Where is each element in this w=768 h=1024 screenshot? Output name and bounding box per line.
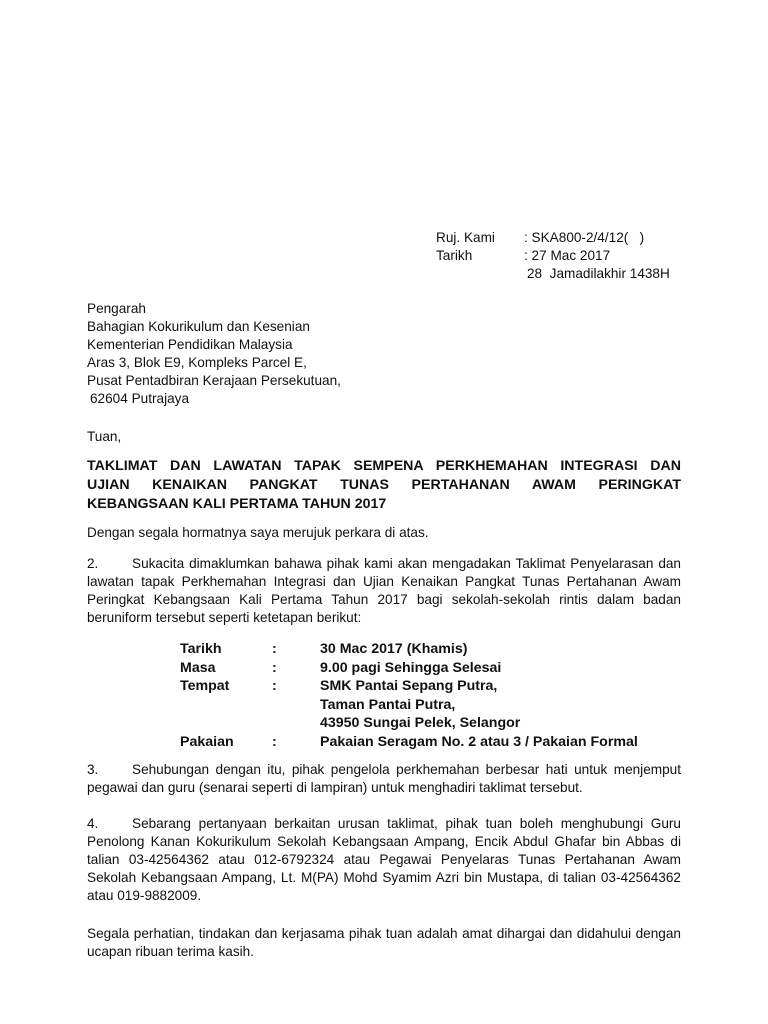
detail-colon: : bbox=[272, 678, 277, 694]
ruj-label: Ruj. Kami bbox=[436, 230, 495, 245]
subject-line: TAKLIMAT DAN LAWATAN TAPAK SEMPENA PERKHEMAHAN INTEGRASI DAN bbox=[87, 458, 681, 474]
subject-heading bbox=[87, 457, 681, 514]
ruj-value: : SKA800-2/4/12( ) bbox=[524, 230, 645, 245]
detail-label: Pakaian bbox=[180, 733, 234, 750]
paragraph-line: ucapan ribuan terima kasih. bbox=[87, 944, 254, 959]
paragraph-text: Sebarang pertanyaan berkaitan urusan taklimat, pihak tuan boleh menghubungi Guru bbox=[132, 816, 681, 831]
paragraph-line bbox=[87, 761, 681, 779]
detail-row-tarikh bbox=[180, 640, 638, 659]
detail-value: Pakaian Seragam No. 2 atau 3 / Pakaian Formal bbox=[320, 733, 638, 750]
detail-row-tempat bbox=[180, 677, 638, 733]
paragraph-3 bbox=[87, 761, 681, 797]
paragraph-text: Sukacita dimaklumkan bahawa pihak kami akan mengadakan Taklimat Penyelarasan dan bbox=[132, 556, 681, 571]
subject-line: KEBANGSAAN KALI PERTAMA TAHUN 2017 bbox=[87, 496, 387, 512]
address-line: 62604 Putrajaya bbox=[90, 391, 190, 406]
recipient-address bbox=[87, 300, 341, 408]
paragraph-5 bbox=[87, 925, 681, 961]
paragraph-line: Dengan segala hormatnya saya merujuk perkara di atas. bbox=[87, 525, 429, 540]
address-line: Aras 3, Blok E9, Kompleks Parcel E, bbox=[87, 355, 307, 370]
detail-colon: : bbox=[272, 659, 277, 676]
detail-value: 30 Mac 2017 (Khamis) bbox=[320, 641, 468, 657]
paragraph-text: Sehubungan dengan itu, pihak pengelola perkhemahan berbesar hati untuk menjemput bbox=[132, 762, 681, 777]
paragraph-2 bbox=[87, 555, 681, 627]
hijri-date: 28 Jamadilakhir 1438H bbox=[527, 266, 670, 281]
detail-colon: : bbox=[272, 733, 277, 750]
detail-value bbox=[320, 677, 520, 733]
address-line: Bahagian Kokurikulum dan Kesenian bbox=[87, 319, 310, 334]
paragraph-line: Segala perhatian, tindakan dan kerjasama pihak tuan adalah amat dihargai dan didahului dengan bbox=[87, 926, 681, 941]
tarikh-label: Tarikh bbox=[436, 248, 473, 263]
paragraph-line bbox=[87, 815, 681, 833]
paragraph-line: Penolong Kanan Kokurikulum Sekolah Kebangsaan Ampang, Encik Abdul Ghafar bin Abbas di bbox=[87, 834, 681, 849]
venue-line: SMK Pantai Sepang Putra, bbox=[320, 678, 498, 694]
detail-row-masa bbox=[180, 659, 638, 678]
paragraph-line bbox=[87, 555, 681, 573]
paragraph-line: pegawai dan guru (senarai seperti di lampiran) untuk menghadiri taklimat tersebut. bbox=[87, 780, 583, 795]
paragraph-line: beruniform tersebut seperti ketetapan berikut: bbox=[87, 610, 362, 625]
paragraph-1 bbox=[87, 524, 681, 542]
event-details bbox=[180, 640, 638, 751]
paragraph-number: 4. bbox=[87, 816, 99, 831]
salutation: Tuan, bbox=[87, 429, 122, 444]
tarikh-value: : 27 Mac 2017 bbox=[524, 248, 611, 263]
paragraph-line: lawatan tapak Perkhemahan Integrasi dan Ujian Kenaikan Pangkat Tunas Pertahanan Awam bbox=[87, 574, 681, 589]
paragraph-line: atau 019-9882009. bbox=[87, 888, 202, 903]
detail-label: Masa bbox=[180, 659, 216, 676]
address-line: Pengarah bbox=[87, 301, 146, 316]
detail-label: Tempat bbox=[180, 678, 230, 694]
detail-label: Tarikh bbox=[180, 641, 222, 657]
detail-colon: : bbox=[272, 641, 277, 657]
paragraph-number: 3. bbox=[87, 762, 99, 777]
paragraph-number: 2. bbox=[87, 556, 99, 571]
address-line: Kementerian Pendidikan Malaysia bbox=[87, 337, 293, 352]
paragraph-line: Sekolah Kebangsaan Ampang, Lt. M(PA) Mohd Syamim Azri bin Mustapa, di talian 03-42564362 bbox=[87, 870, 681, 885]
paragraph-line: talian 03-42564362 atau 012-6792324 atau Pegawai Penyelaras Tunas Pertahanan Awam bbox=[87, 852, 681, 867]
paragraph-line: Peringkat Kebangsaan Kali Pertama Tahun 2017 bagi sekolah-sekolah rintis dalam badan bbox=[87, 592, 681, 607]
detail-value: 9.00 pagi Sehingga Selesai bbox=[320, 659, 502, 676]
detail-row-pakaian bbox=[180, 733, 638, 752]
reference-block bbox=[436, 229, 670, 283]
venue-line: 43950 Sungai Pelek, Selangor bbox=[320, 715, 521, 731]
paragraph-4 bbox=[87, 815, 681, 905]
subject-line: UJIAN KENAIKAN PANGKAT TUNAS PERTAHANAN AWAM PERINGKAT bbox=[87, 477, 681, 493]
venue-line: Taman Pantai Putra, bbox=[320, 696, 456, 713]
address-line: Pusat Pentadbiran Kerajaan Persekutuan, bbox=[87, 373, 341, 388]
